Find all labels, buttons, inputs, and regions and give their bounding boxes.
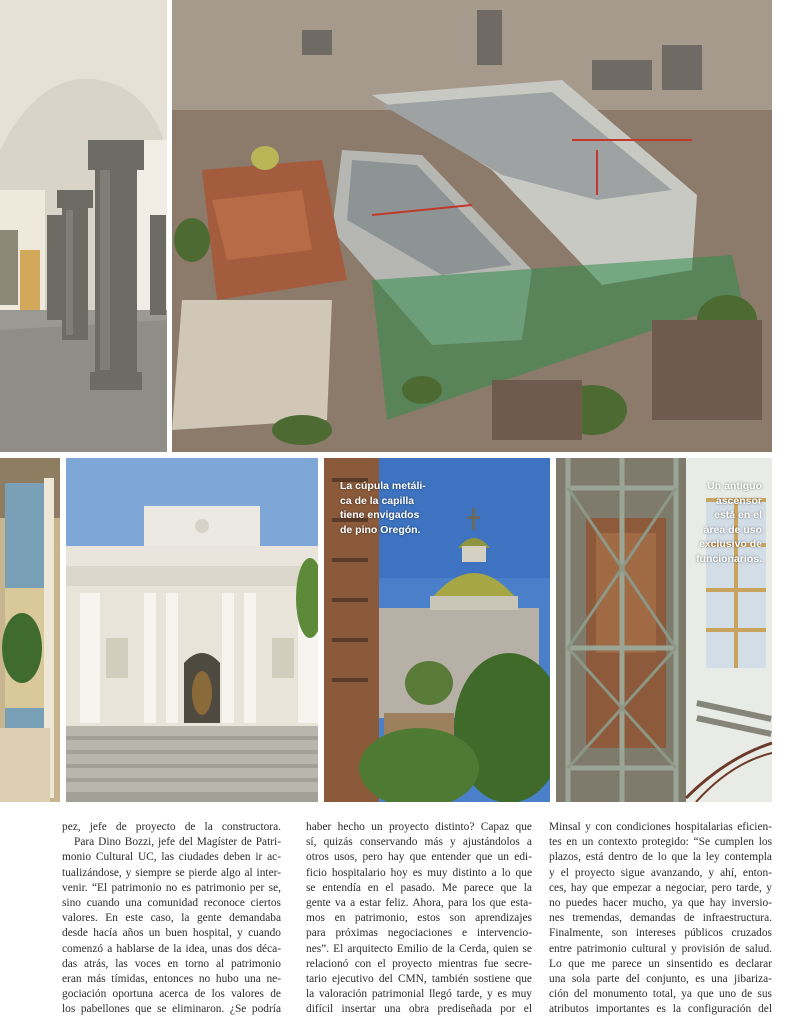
text-line: tes en un contexto protegido: “Se cumplen los <box>549 836 772 849</box>
text-line: haber hecho un proyecto distinto? Capaz que <box>306 821 532 833</box>
caption-line: área de uso <box>703 523 762 536</box>
text-line: se entendía en el pasado. Me parece que la <box>306 881 532 894</box>
text-line: sí, quizás conservando más y ajustándolos a <box>306 836 532 849</box>
text-column-1 <box>62 820 281 1017</box>
text-line: venir. “El patrimonio no es patrimonio per se, <box>62 881 281 894</box>
text-line: das atrás, las voces en torno al patrimonio <box>62 957 281 970</box>
text-line: mos en patrimonio, estos son aprendizajes <box>306 912 532 925</box>
text-line: nes”. El arquitecto Emilio de la Cerda, quien se <box>306 942 532 955</box>
text-line: Minsal y con condiciones hospitalarias eficien- <box>549 821 772 833</box>
caption-line: La cúpula metáli- <box>340 480 426 492</box>
text-line: comenzó a hablarse de la idea, unas dos déca- <box>62 942 281 955</box>
photo-window-corridor <box>0 458 60 802</box>
text-line: plazos, está dentro de lo que la ley contempla <box>549 851 772 864</box>
photo-aerial-hospital <box>172 0 772 452</box>
text-line: ción del monumento total, ya que uno de sus <box>549 988 772 1001</box>
text-line: eran más tímidas, entonces no hubo una ne- <box>62 972 281 985</box>
caption-line: Un antiguo <box>707 480 762 492</box>
text-line: monio Cultural UC, las ciudades deben ir ac- <box>62 851 281 864</box>
text-line: relacionó con el proyecto mientras fue secre- <box>306 957 532 970</box>
text-line: valores. En este caso, la gente demandaba <box>62 912 281 925</box>
caption-line: tiene envigados <box>340 509 420 521</box>
caption-line: exclusivo de <box>698 538 762 550</box>
text-line: gociación oportuna acerca de los valores de <box>62 988 281 1001</box>
text-line: los pabellones que se eliminaron. ¿Se podría <box>62 1003 281 1016</box>
caption-line: ca de la capilla <box>340 494 415 507</box>
caption-antique-elevator <box>696 479 762 566</box>
text-line: atributos importantes es la configuración del <box>549 1003 772 1016</box>
text-line: tario ejecutivo del CMN, también sostiene que <box>306 972 532 985</box>
text-line: y el proyecto sigue avanzando, y ahí, enton- <box>549 866 772 879</box>
caption-line: está en el <box>714 509 762 521</box>
text-line: gente va a estar feliz. Ahora, para los que esta- <box>306 896 532 909</box>
text-line: no puedes hacer mucho, ya que hay inversio- <box>549 896 772 909</box>
text-line: nes tremendas, demandas de infraestructura. <box>549 912 772 925</box>
text-line: la valoración patrimonial llegó tarde, y es muy <box>306 988 532 1001</box>
text-line: entre patrimonio cultural y provisión de salud. <box>549 942 772 955</box>
text-line: ficio hospitalario hoy es muy distinto a lo que <box>306 866 532 879</box>
text-line: sino cuando una comunidad reconoce ciertos <box>62 896 281 909</box>
text-line: una sola parte del conjunto, es una jibariza- <box>549 972 772 985</box>
photo-facade-hospital <box>66 458 318 802</box>
photo-arcade-columns <box>0 0 167 452</box>
caption-line: funcionarios. <box>696 552 762 565</box>
text-line: para próximas negociaciones e intervencio- <box>306 927 532 940</box>
text-line: tualizándose, y siempre se pierde algo al inter- <box>62 866 281 879</box>
caption-line: de pino Oregón. <box>340 523 421 536</box>
text-line: otros usos, pero hay que entender que un edi- <box>306 851 532 864</box>
text-line: pez, jefe de proyecto de la constructora. <box>62 821 281 833</box>
text-line: Finalmente, son intereses públicos cruzados <box>549 927 772 940</box>
text-column-2 <box>306 820 532 1017</box>
text-line: difícil insertar una obra prediseñada por el <box>306 1003 532 1016</box>
caption-chapel-dome <box>340 479 426 537</box>
caption-line: ascensor <box>715 494 762 507</box>
text-line: Para Dino Bozzi, jefe del Magíster de Patri- <box>74 836 281 849</box>
text-line: Lo que me parece un sinsentido es declarar <box>549 957 772 970</box>
text-column-3 <box>549 820 772 1017</box>
text-line: desde hacía años un buen hospital, y cuando <box>62 927 281 940</box>
text-line: ces, hay que empezar a negociar, pero tarde, y <box>549 881 772 894</box>
